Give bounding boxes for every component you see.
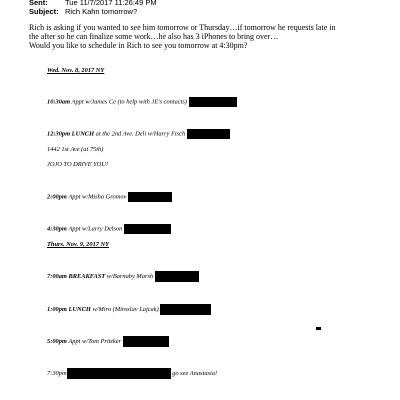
event-time: 10:30am bbox=[47, 98, 71, 106]
event-430pm bbox=[47, 224, 171, 234]
subject-value: Rich Kahn tomorrow? bbox=[65, 7, 138, 16]
message-line-2: the after so he can finalize some work…he also has 3 iPhones to bring over… bbox=[29, 32, 279, 41]
day1-heading bbox=[47, 66, 104, 75]
event-500pm bbox=[47, 336, 169, 347]
day2-heading bbox=[47, 240, 109, 249]
event-text: w/Miro (Miroslav Lajcak) bbox=[90, 305, 159, 313]
sent-value: Tue 11/7/2017 11:26:49 PM bbox=[65, 0, 157, 7]
redaction-block bbox=[187, 129, 230, 139]
redaction-block bbox=[123, 336, 169, 347]
sent-label: Sent: bbox=[29, 0, 48, 7]
event-1230pm-address: 1442 1st Ave (at 75th) bbox=[47, 146, 104, 153]
redaction-block bbox=[189, 97, 237, 107]
event-text: Appt w/Tom Pritzker bbox=[66, 337, 122, 345]
day2-heading-text: Thurs. Nov. 9, 2017 NY bbox=[47, 241, 110, 248]
stray-mark bbox=[316, 327, 321, 330]
redaction-block bbox=[128, 192, 172, 202]
event-time: 4:30pm bbox=[47, 225, 67, 233]
event-1230pm bbox=[47, 129, 230, 139]
message-line-1: Rich is asking if you wanted to see him tomorrow or Thursday…if tomorrow he requests late in bbox=[29, 23, 336, 32]
event-text: go see Anastasia! bbox=[170, 369, 218, 377]
event-time: 7:00am BREAKFAST bbox=[47, 272, 106, 280]
event-100pm bbox=[47, 304, 211, 315]
event-text: Appt w/James Ce (to help with JE's contacts) bbox=[70, 98, 188, 106]
redaction-block bbox=[160, 304, 211, 315]
redaction-block bbox=[155, 271, 199, 282]
event-text: w/Barnaby Marsh bbox=[105, 272, 154, 280]
event-text: at the 2nd Ave. Deli w/Harry Fisch bbox=[94, 130, 186, 138]
day1-heading-text: Wed. Nov. 8, 2017 NY bbox=[47, 67, 105, 74]
event-time: 5:00pm bbox=[47, 337, 67, 345]
message-line-3: Would you like to schedule in Rich to see you tomorrow at 4:30pm? bbox=[29, 41, 248, 50]
event-200pm bbox=[47, 192, 172, 202]
event-text: Appt w/Misha Gromov bbox=[66, 193, 127, 201]
subject-label: Subject: bbox=[29, 7, 59, 16]
event-1230pm-note: JOJO TO DRIVE YOU! bbox=[47, 161, 109, 168]
redaction-block bbox=[124, 224, 171, 234]
event-time: 7:30pm bbox=[47, 369, 67, 377]
event-1030am bbox=[47, 97, 237, 107]
redaction-block bbox=[67, 368, 171, 379]
event-text: Appt w/Larry Delson bbox=[66, 225, 123, 233]
event-time: 1:00pm LUNCH bbox=[47, 305, 91, 313]
event-time: 12:30pm LUNCH bbox=[47, 130, 95, 138]
event-730pm bbox=[47, 368, 217, 379]
event-700am bbox=[47, 271, 199, 282]
event-time: 2:00pm bbox=[47, 193, 67, 201]
